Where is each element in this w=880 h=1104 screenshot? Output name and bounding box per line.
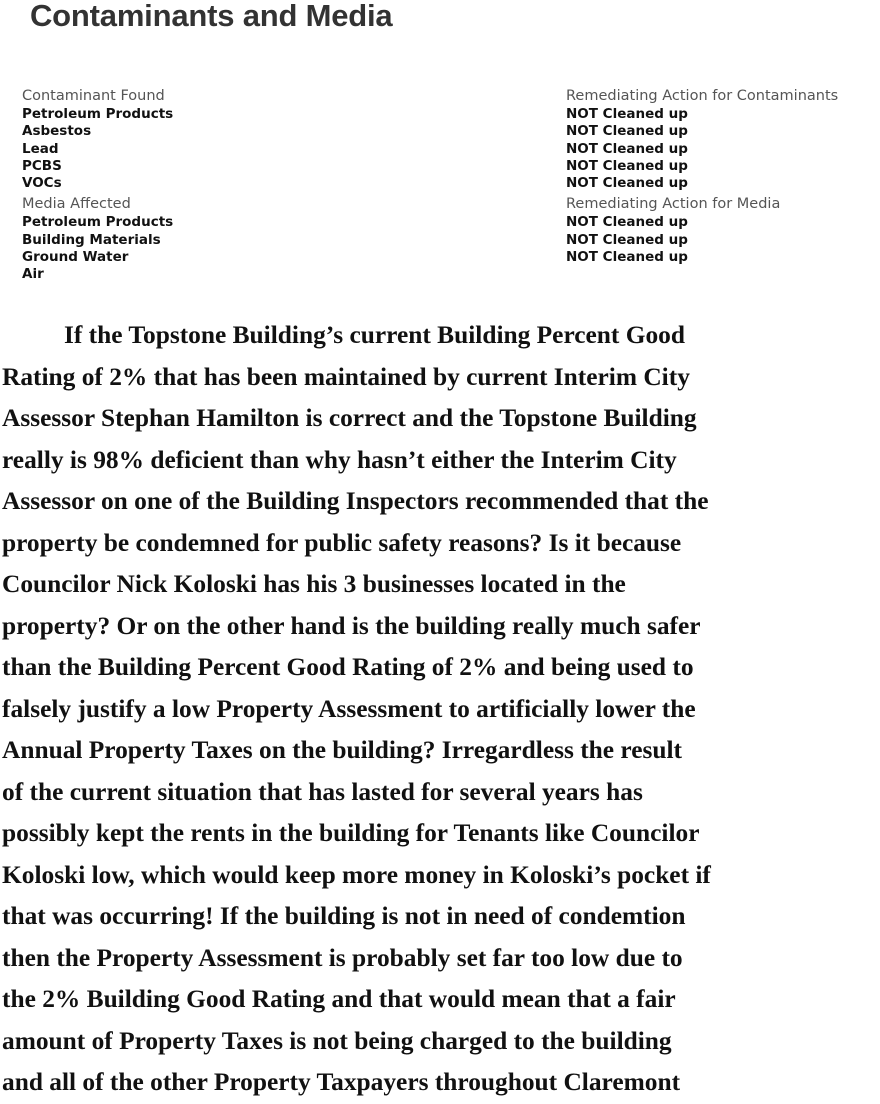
article-line: the 2% Building Good Rating and that would mean that a fair xyxy=(2,985,676,1013)
contaminant-action-list xyxy=(566,106,838,192)
media-item: Ground Water xyxy=(22,249,129,266)
article-line: possibly kept the rents in the building for Tenants like Councilor xyxy=(2,819,700,847)
article-line: property? Or on the other hand is the building really much safer xyxy=(2,611,701,640)
media-affected-label: Media Affected xyxy=(22,196,131,213)
contaminant-column xyxy=(22,86,173,284)
contaminant-action-item: NOT Cleaned up xyxy=(566,106,688,122)
contaminant-item: Asbestos xyxy=(22,123,92,140)
article-line: Koloski low, which would keep more money in Koloski’s pocket if xyxy=(2,860,711,889)
media-item: Building Materials xyxy=(22,231,161,248)
media-list xyxy=(22,214,173,283)
media-item: Air xyxy=(22,266,44,283)
article-line: Annual Property Taxes on the building? Irregardless the result xyxy=(2,736,682,764)
article-line: than the Building Percent Good Rating of 2% and being used to xyxy=(2,653,694,681)
article-line: property be condemned for public safety reasons? Is it because xyxy=(2,528,682,557)
article-line: and all of the other Property Taxpayers throughout Claremont xyxy=(2,1068,681,1096)
media-action-item: NOT Cleaned up xyxy=(566,231,688,248)
contaminant-item: PCBS xyxy=(22,157,62,174)
contaminant-item: VOCs xyxy=(22,175,62,192)
remediation-column xyxy=(566,86,838,266)
article-line: Assessor on one of the Building Inspectors recommended that the xyxy=(2,487,709,515)
article-line: falsely justify a low Property Assessment to artificially lower the xyxy=(2,694,696,723)
article-line: really is 98% deficient than why hasn’t either the Interim City xyxy=(2,445,677,474)
article-body xyxy=(2,315,878,1104)
media-action-list xyxy=(566,214,838,266)
media-action-label: Remediating Action for Media xyxy=(566,196,781,213)
article-line: If the Topstone Building’s current Building Percent Good xyxy=(64,321,685,349)
contaminant-found-label: Contaminant Found xyxy=(22,88,165,104)
contaminant-list xyxy=(22,106,173,192)
article-line: that was occurring! If the building is not in need of condemtion xyxy=(2,902,686,930)
contaminant-action-label: Remediating Action for Contaminants xyxy=(566,88,839,104)
contaminant-action-item: NOT Cleaned up xyxy=(566,140,688,157)
article-line: Rating of 2% that has been maintained by current Interim City xyxy=(2,362,690,391)
media-action-item: NOT Cleaned up xyxy=(566,249,688,266)
contaminant-item: Petroleum Products xyxy=(22,106,174,122)
article-line: amount of Property Taxes is not being charged to the building xyxy=(2,1026,672,1055)
article-line: of the current situation that has lasted for several years has xyxy=(2,777,643,806)
contaminant-item: Lead xyxy=(22,140,59,157)
contaminant-action-item: NOT Cleaned up xyxy=(566,123,688,140)
article-line: Assessor Stephan Hamilton is correct and the Topstone Building xyxy=(2,404,697,432)
contaminant-action-item: NOT Cleaned up xyxy=(566,175,688,192)
media-action-item: NOT Cleaned up xyxy=(566,214,688,231)
media-item: Petroleum Products xyxy=(22,214,174,231)
article-line: Councilor Nick Koloski has his 3 businesses located in the xyxy=(2,570,626,598)
contaminant-action-item: NOT Cleaned up xyxy=(566,157,688,174)
page-title: Contaminants and Media xyxy=(30,0,393,33)
article-line: then the Property Assessment is probably set far too low due to xyxy=(2,943,683,972)
